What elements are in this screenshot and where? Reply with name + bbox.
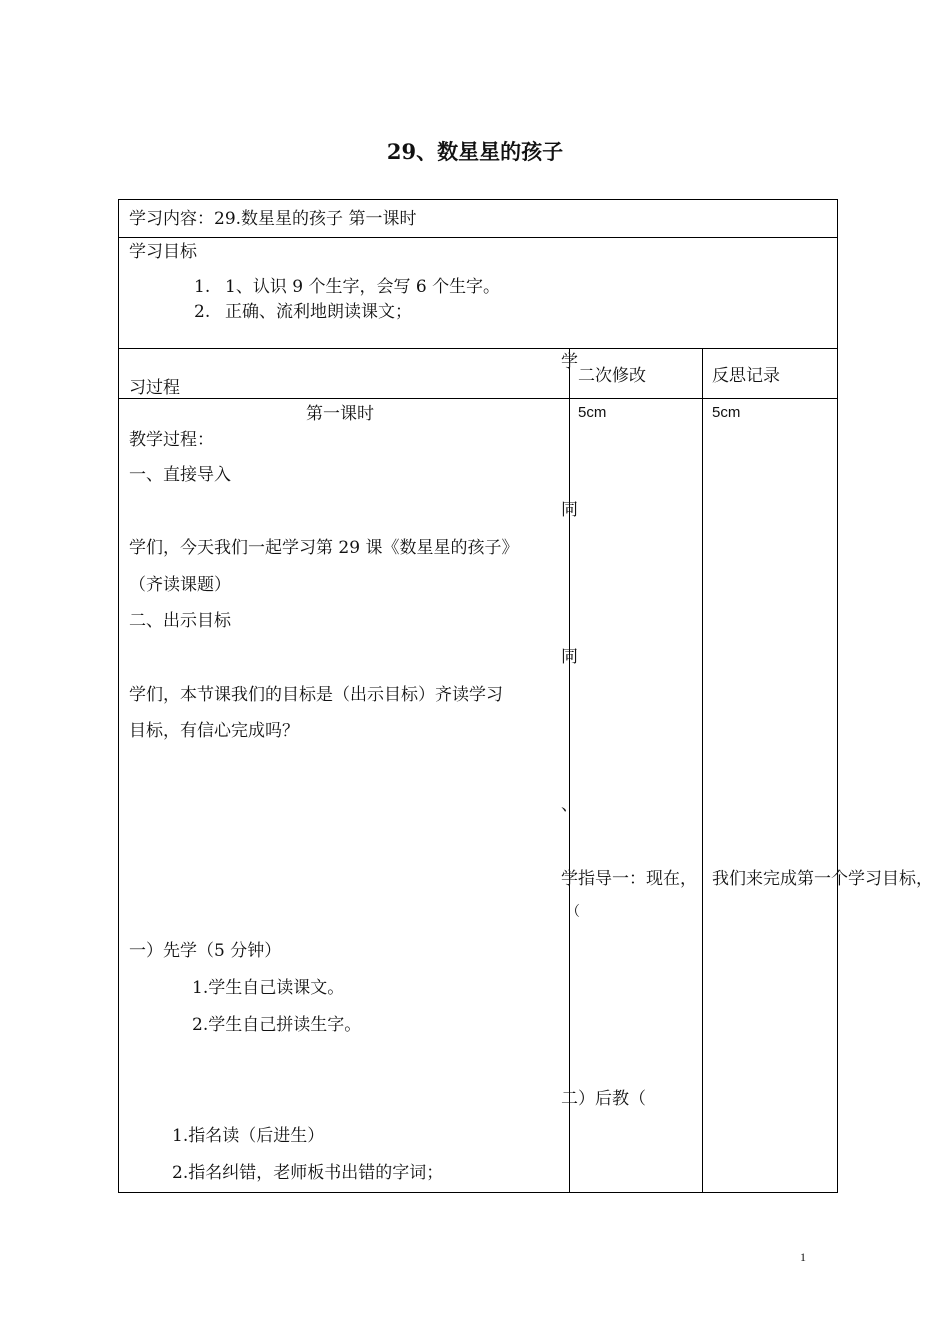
objective-number: 2. — [194, 302, 211, 322]
process-text-overflow: 我们来完成第一个学习目标， — [712, 869, 933, 889]
step-heading: 一、直接导入 — [129, 465, 231, 485]
objectives-heading: 学习目标 — [129, 242, 197, 262]
lesson-period: 第一课时 — [306, 404, 374, 424]
page-number: 1 — [800, 1250, 806, 1264]
row-divider — [119, 398, 837, 399]
reflection-width-value: 5cm — [712, 404, 741, 421]
process-header-fragment: 学 — [561, 352, 578, 372]
reflection-header: 反思记录 — [712, 366, 780, 386]
sub-step-heading: 一）先学（5 分钟） — [129, 941, 282, 961]
document-title: 29、数星星的孩子 — [386, 139, 564, 164]
row-divider — [119, 348, 837, 349]
process-text: 1.学生自己读课文。 — [192, 978, 345, 998]
objective-number: 1. — [194, 277, 211, 297]
wrapped-char: 同 — [561, 647, 578, 667]
sub-step-heading: 二）后教（ — [561, 1089, 646, 1109]
process-text: 学们，今天我们一起学习第 29 课《数星星的孩子》 — [129, 538, 519, 558]
process-text: 1.指名读（后进生） — [172, 1126, 325, 1146]
wrapped-char: （ — [566, 904, 580, 920]
objective-text: 1、认识 9 个生字，会写 6 个生字。 — [225, 277, 501, 297]
column-divider — [702, 348, 703, 1193]
process-text: 2.学生自己拼读生字。 — [192, 1015, 362, 1035]
process-text: 目标，有信心完成吗？ — [129, 721, 299, 741]
learning-content-label: 学习内容：29.数星星的孩子 第一课时 — [129, 209, 417, 229]
process-text: 学们，本节课我们的目标是（出示目标）齐读学习 — [129, 685, 503, 705]
process-header: 习过程 — [129, 378, 180, 398]
revision-width-value: 5cm — [578, 404, 607, 421]
wrapped-char: 、 — [561, 795, 578, 815]
process-text: 2.指名纠错，老师板书出错的字词； — [172, 1163, 444, 1183]
revision-header: 二次修改 — [578, 366, 646, 386]
teaching-process-label: 教学过程： — [129, 430, 214, 450]
wrapped-char: 同 — [561, 500, 578, 520]
row-divider — [119, 237, 837, 238]
column-divider — [569, 348, 570, 1193]
objective-text: 正确、流利地朗读课文； — [225, 302, 412, 322]
step-heading: 二、出示目标 — [129, 611, 231, 631]
process-text: 学指导一：现在， — [561, 869, 697, 889]
process-text: （齐读课题） — [129, 575, 231, 595]
